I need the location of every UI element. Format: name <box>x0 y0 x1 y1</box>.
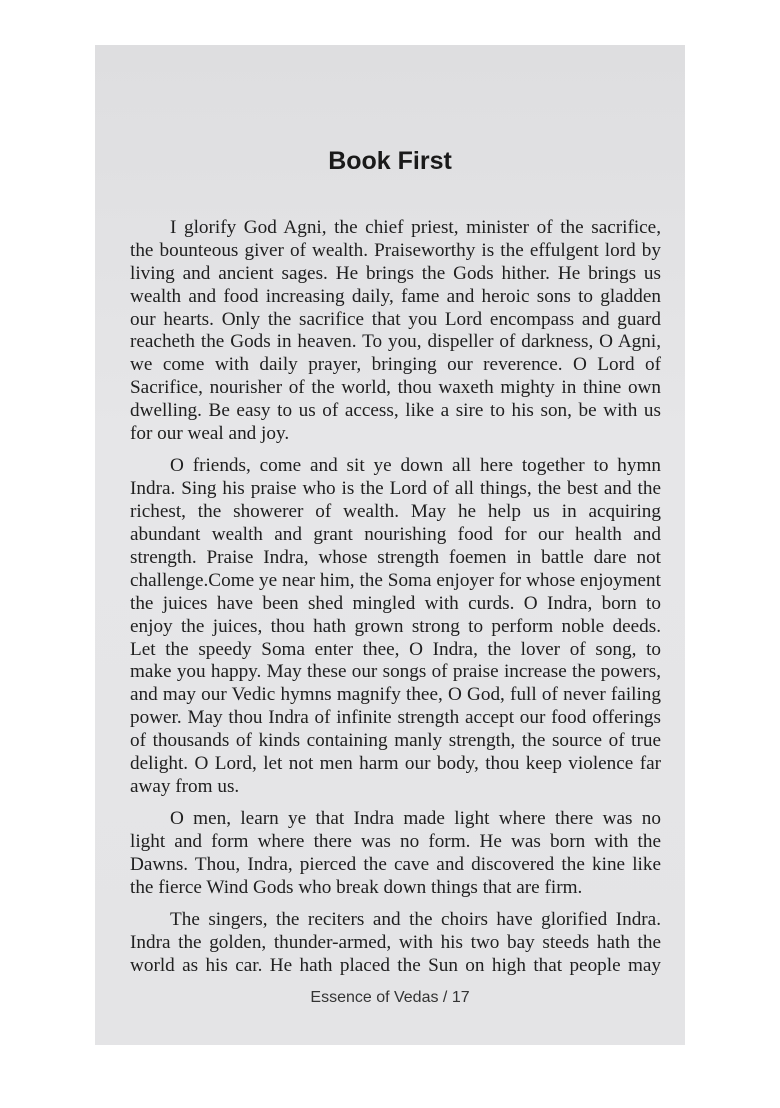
text-line: world as his car. He hath placed the Sun on high that people may <box>130 955 661 977</box>
text-line: away from us. <box>130 775 240 797</box>
text-line: enjoy the juices, thou hath grown strong to perform noble deeds. <box>130 615 661 637</box>
text-line: our hearts. Only the sacrifice that you Lord encompass and guard <box>130 308 661 330</box>
text-line: dwelling. Be easy to us of access, like a sire to his son, be with us <box>130 400 661 422</box>
text-line: strength. Praise Indra, whose strength foemen in battle dare not <box>130 546 661 568</box>
page-footer: Essence of Vedas / 17 <box>310 989 470 1006</box>
book-page <box>95 45 685 1045</box>
text-line: richest, the showerer of wealth. May he help us in acquiring <box>130 501 661 523</box>
page-body <box>130 217 661 988</box>
text-line: of thousands of kinds containing manly strength, the source of true <box>130 730 661 752</box>
text-line: The singers, the reciters and the choirs have glorified Indra. <box>170 909 661 931</box>
text-line: make you happy. May these our songs of praise increase the powers, <box>130 661 661 683</box>
text-line: Let the speedy Soma enter thee, O Indra, the lover of song, to <box>130 638 661 660</box>
text-line: for our weal and joy. <box>130 423 290 445</box>
text-line: power. May thou Indra of infinite strength accept our food offerings <box>130 707 661 729</box>
text-line: wealth and food increasing daily, fame and heroic sons to gladden <box>130 285 661 307</box>
text-line: the bounteous giver of wealth. Praiseworthy is the effulgent lord by <box>130 239 661 261</box>
text-line: O men, learn ye that Indra made light where there was no <box>170 808 661 830</box>
text-line: and may our Vedic hymns magnify thee, O God, full of never failing <box>130 684 661 706</box>
text-line: O friends, come and sit ye down all here together to hymn <box>170 455 661 477</box>
text-line: the fierce Wind Gods who break down things that are firm. <box>130 876 583 898</box>
text-line: living and ancient sages. He brings the Gods hither. He brings us <box>130 262 661 284</box>
text-line: abundant wealth and grant nourishing food for our health and <box>130 524 661 546</box>
text-line: challenge.Come ye near him, the Soma enjoyer for whose enjoyment <box>130 569 661 591</box>
paragraph <box>130 808 661 900</box>
paragraph <box>130 909 661 978</box>
text-line: reacheth the Gods in heaven. To you, dispeller of darkness, O Agni, <box>130 331 661 353</box>
text-line: delight. O Lord, let not men harm our body, thou keep violence far <box>130 752 661 774</box>
text-line: the juices have been shed mingled with curds. O Indra, born to <box>130 592 661 614</box>
text-line: light and form where there was no form. He was born with the <box>130 831 661 853</box>
text-line: we come with daily prayer, bringing our reverence. O Lord of <box>130 354 661 376</box>
page-title: Book First <box>328 147 452 175</box>
text-line: Sacrifice, nourisher of the world, thou waxeth mighty in thine own <box>130 377 661 399</box>
text-line: Dawns. Thou, Indra, pierced the cave and discovered the kine like <box>130 854 661 876</box>
paragraph <box>130 455 661 798</box>
text-line: Indra. Sing his praise who is the Lord of all things, the best and the <box>130 478 661 500</box>
text-line: Indra the golden, thunder-armed, with his two bay steeds hath the <box>130 932 661 954</box>
paragraph <box>130 217 661 446</box>
text-line: I glorify God Agni, the chief priest, minister of the sacrifice, <box>170 217 661 238</box>
